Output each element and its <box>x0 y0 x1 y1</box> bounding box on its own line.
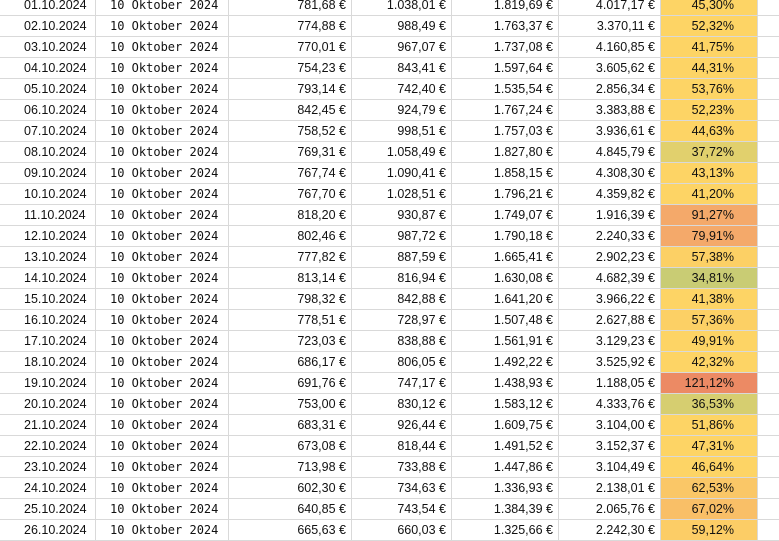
amount-4-cell[interactable]: 3.152,37 € <box>559 436 661 456</box>
date-cell[interactable]: 02.10.2024 <box>0 16 96 36</box>
table-row <box>0 205 779 226</box>
amount-4-cell[interactable]: 3.936,61 € <box>559 121 661 141</box>
percent-cell[interactable]: 57,38% <box>661 247 758 267</box>
percent-cell[interactable]: 44,31% <box>661 58 758 78</box>
table-row <box>0 457 779 478</box>
amount-1-cell[interactable]: 754,23 € <box>229 58 352 78</box>
table-row <box>0 226 779 247</box>
table-row <box>0 247 779 268</box>
amount-4-cell[interactable]: 3.129,23 € <box>559 331 661 351</box>
amount-2-cell[interactable]: 660,03 € <box>352 520 452 540</box>
amount-total-cell[interactable]: 1.491,52 € <box>452 436 559 456</box>
date-cell[interactable]: 17.10.2024 <box>0 331 96 351</box>
date-cell[interactable]: 11.10.2024 <box>0 205 96 225</box>
table-row <box>0 100 779 121</box>
percent-cell[interactable]: 36,53% <box>661 394 758 414</box>
amount-total-cell[interactable]: 1.763,37 € <box>452 16 559 36</box>
date-cell[interactable]: 15.10.2024 <box>0 289 96 309</box>
amount-4-cell[interactable]: 4.682,39 € <box>559 268 661 288</box>
date-cell[interactable]: 12.10.2024 <box>0 226 96 246</box>
amount-1-cell[interactable]: 758,52 € <box>229 121 352 141</box>
percent-cell[interactable]: 34,81% <box>661 268 758 288</box>
amount-total-cell[interactable]: 1.597,64 € <box>452 58 559 78</box>
percent-cell[interactable]: 41,20% <box>661 184 758 204</box>
empty-cell[interactable] <box>758 247 779 267</box>
amount-2-cell[interactable]: 728,97 € <box>352 310 452 330</box>
amount-1-cell[interactable]: 793,14 € <box>229 79 352 99</box>
date-cell[interactable]: 18.10.2024 <box>0 352 96 372</box>
date-cell[interactable]: 10.10.2024 <box>0 184 96 204</box>
amount-4-cell[interactable]: 2.240,33 € <box>559 226 661 246</box>
month-cell[interactable]: 10 Oktober 2024 <box>96 352 229 372</box>
table-row <box>0 373 779 394</box>
empty-cell[interactable] <box>758 79 779 99</box>
date-cell[interactable]: 08.10.2024 <box>0 142 96 162</box>
amount-2-cell[interactable]: 924,79 € <box>352 100 452 120</box>
amount-1-cell[interactable]: 778,51 € <box>229 310 352 330</box>
amount-4-cell[interactable]: 2.627,88 € <box>559 310 661 330</box>
month-cell[interactable]: 10 Oktober 2024 <box>96 268 229 288</box>
table-row <box>0 79 779 100</box>
table-row <box>0 37 779 58</box>
amount-2-cell[interactable]: 988,49 € <box>352 16 452 36</box>
amount-1-cell[interactable]: 774,88 € <box>229 16 352 36</box>
month-cell[interactable]: 10 Oktober 2024 <box>96 37 229 57</box>
percent-cell[interactable]: 59,12% <box>661 520 758 540</box>
percent-cell[interactable]: 41,38% <box>661 289 758 309</box>
month-cell[interactable]: 10 Oktober 2024 <box>96 79 229 99</box>
amount-1-cell[interactable]: 781,68 € <box>229 0 352 15</box>
amount-total-cell[interactable]: 1.583,12 € <box>452 394 559 414</box>
amount-1-cell[interactable]: 770,01 € <box>229 37 352 57</box>
amount-total-cell[interactable]: 1.790,18 € <box>452 226 559 246</box>
percent-cell[interactable]: 44,63% <box>661 121 758 141</box>
empty-cell[interactable] <box>758 184 779 204</box>
empty-cell[interactable] <box>758 436 779 456</box>
amount-total-cell[interactable]: 1.757,03 € <box>452 121 559 141</box>
month-cell[interactable]: 10 Oktober 2024 <box>96 394 229 414</box>
amount-total-cell[interactable]: 1.535,54 € <box>452 79 559 99</box>
percent-cell[interactable]: 41,75% <box>661 37 758 57</box>
empty-cell[interactable] <box>758 352 779 372</box>
amount-2-cell[interactable]: 747,17 € <box>352 373 452 393</box>
amount-1-cell[interactable]: 753,00 € <box>229 394 352 414</box>
amount-1-cell[interactable]: 802,46 € <box>229 226 352 246</box>
percent-cell[interactable]: 52,32% <box>661 16 758 36</box>
table-row <box>0 289 779 310</box>
amount-1-cell[interactable]: 602,30 € <box>229 478 352 498</box>
date-cell[interactable]: 19.10.2024 <box>0 373 96 393</box>
month-cell[interactable]: 10 Oktober 2024 <box>96 415 229 435</box>
percent-cell[interactable]: 43,13% <box>661 163 758 183</box>
date-cell[interactable]: 16.10.2024 <box>0 310 96 330</box>
amount-1-cell[interactable]: 713,98 € <box>229 457 352 477</box>
amount-2-cell[interactable]: 806,05 € <box>352 352 452 372</box>
date-cell[interactable]: 03.10.2024 <box>0 37 96 57</box>
date-cell[interactable]: 23.10.2024 <box>0 457 96 477</box>
percent-cell[interactable]: 62,53% <box>661 478 758 498</box>
amount-4-cell[interactable]: 3.525,92 € <box>559 352 661 372</box>
empty-cell[interactable] <box>758 268 779 288</box>
amount-4-cell[interactable]: 2.138,01 € <box>559 478 661 498</box>
month-cell[interactable]: 10 Oktober 2024 <box>96 247 229 267</box>
date-cell[interactable]: 14.10.2024 <box>0 268 96 288</box>
amount-1-cell[interactable]: 686,17 € <box>229 352 352 372</box>
amount-2-cell[interactable]: 998,51 € <box>352 121 452 141</box>
amount-2-cell[interactable]: 843,41 € <box>352 58 452 78</box>
amount-total-cell[interactable]: 1.492,22 € <box>452 352 559 372</box>
amount-2-cell[interactable]: 1.058,49 € <box>352 142 452 162</box>
table-row <box>0 436 779 457</box>
empty-cell[interactable] <box>758 457 779 477</box>
percent-cell[interactable]: 91,27% <box>661 205 758 225</box>
month-cell[interactable]: 10 Oktober 2024 <box>96 58 229 78</box>
percent-cell[interactable]: 53,76% <box>661 79 758 99</box>
empty-cell[interactable] <box>758 0 779 15</box>
amount-2-cell[interactable]: 838,88 € <box>352 331 452 351</box>
amount-total-cell[interactable]: 1.767,24 € <box>452 100 559 120</box>
month-cell[interactable]: 10 Oktober 2024 <box>96 205 229 225</box>
amount-4-cell[interactable]: 3.104,49 € <box>559 457 661 477</box>
date-cell[interactable]: 09.10.2024 <box>0 163 96 183</box>
amount-total-cell[interactable]: 1.609,75 € <box>452 415 559 435</box>
table-row <box>0 58 779 79</box>
percent-cell[interactable]: 49,91% <box>661 331 758 351</box>
amount-total-cell[interactable]: 1.749,07 € <box>452 205 559 225</box>
amount-total-cell[interactable]: 1.737,08 € <box>452 37 559 57</box>
amount-4-cell[interactable]: 3.104,00 € <box>559 415 661 435</box>
amount-total-cell[interactable]: 1.561,91 € <box>452 331 559 351</box>
amount-2-cell[interactable]: 818,44 € <box>352 436 452 456</box>
amount-4-cell[interactable]: 4.160,85 € <box>559 37 661 57</box>
amount-4-cell[interactable]: 4.017,17 € <box>559 0 661 15</box>
month-cell[interactable]: 10 Oktober 2024 <box>96 478 229 498</box>
table-row <box>0 415 779 436</box>
month-cell[interactable]: 10 Oktober 2024 <box>96 142 229 162</box>
amount-4-cell[interactable]: 2.242,30 € <box>559 520 661 540</box>
percent-cell[interactable]: 42,32% <box>661 352 758 372</box>
amount-total-cell[interactable]: 1.858,15 € <box>452 163 559 183</box>
amount-4-cell[interactable]: 3.383,88 € <box>559 100 661 120</box>
empty-cell[interactable] <box>758 16 779 36</box>
empty-cell[interactable] <box>758 310 779 330</box>
amount-2-cell[interactable]: 967,07 € <box>352 37 452 57</box>
percent-cell[interactable]: 46,64% <box>661 457 758 477</box>
month-cell[interactable]: 10 Oktober 2024 <box>96 226 229 246</box>
empty-cell[interactable] <box>758 121 779 141</box>
date-cell[interactable]: 01.10.2024 <box>0 0 96 15</box>
empty-cell[interactable] <box>758 100 779 120</box>
amount-2-cell[interactable]: 830,12 € <box>352 394 452 414</box>
percent-cell[interactable]: 57,36% <box>661 310 758 330</box>
table-row <box>0 310 779 331</box>
amount-4-cell[interactable]: 3.605,62 € <box>559 58 661 78</box>
table-row <box>0 163 779 184</box>
amount-2-cell[interactable]: 742,40 € <box>352 79 452 99</box>
amount-1-cell[interactable]: 673,08 € <box>229 436 352 456</box>
amount-1-cell[interactable]: 683,31 € <box>229 415 352 435</box>
table-row <box>0 0 779 16</box>
percent-cell[interactable]: 51,86% <box>661 415 758 435</box>
amount-total-cell[interactable]: 1.796,21 € <box>452 184 559 204</box>
amount-4-cell[interactable]: 4.845,79 € <box>559 142 661 162</box>
amount-4-cell[interactable]: 2.065,76 € <box>559 499 661 519</box>
amount-4-cell[interactable]: 2.856,34 € <box>559 79 661 99</box>
table-row <box>0 268 779 289</box>
amount-2-cell[interactable]: 842,88 € <box>352 289 452 309</box>
percent-cell[interactable]: 37,72% <box>661 142 758 162</box>
table-row <box>0 16 779 37</box>
date-cell[interactable]: 26.10.2024 <box>0 520 96 540</box>
month-cell[interactable]: 10 Oktober 2024 <box>96 289 229 309</box>
amount-total-cell[interactable]: 1.447,86 € <box>452 457 559 477</box>
percent-cell[interactable]: 121,12% <box>661 373 758 393</box>
date-cell[interactable]: 04.10.2024 <box>0 58 96 78</box>
amount-2-cell[interactable]: 733,88 € <box>352 457 452 477</box>
amount-1-cell[interactable]: 767,74 € <box>229 163 352 183</box>
table-row <box>0 184 779 205</box>
table-row <box>0 394 779 415</box>
empty-cell[interactable] <box>758 394 779 414</box>
amount-4-cell[interactable]: 4.308,30 € <box>559 163 661 183</box>
table-row <box>0 478 779 499</box>
percent-cell[interactable]: 79,91% <box>661 226 758 246</box>
amount-total-cell[interactable]: 1.336,93 € <box>452 478 559 498</box>
amount-2-cell[interactable]: 887,59 € <box>352 247 452 267</box>
month-cell[interactable]: 10 Oktober 2024 <box>96 310 229 330</box>
amount-4-cell[interactable]: 3.966,22 € <box>559 289 661 309</box>
percent-cell[interactable]: 52,23% <box>661 100 758 120</box>
amount-1-cell[interactable]: 798,32 € <box>229 289 352 309</box>
date-cell[interactable]: 07.10.2024 <box>0 121 96 141</box>
empty-cell[interactable] <box>758 205 779 225</box>
amount-1-cell[interactable]: 813,14 € <box>229 268 352 288</box>
empty-cell[interactable] <box>758 520 779 540</box>
percent-cell[interactable]: 47,31% <box>661 436 758 456</box>
month-cell[interactable]: 10 Oktober 2024 <box>96 100 229 120</box>
amount-4-cell[interactable]: 1.916,39 € <box>559 205 661 225</box>
table-row <box>0 142 779 163</box>
table-row <box>0 499 779 520</box>
month-cell[interactable]: 10 Oktober 2024 <box>96 0 229 15</box>
percent-cell[interactable]: 67,02% <box>661 499 758 519</box>
amount-1-cell[interactable]: 691,76 € <box>229 373 352 393</box>
amount-total-cell[interactable]: 1.827,80 € <box>452 142 559 162</box>
table-row <box>0 121 779 142</box>
amount-total-cell[interactable]: 1.507,48 € <box>452 310 559 330</box>
date-cell[interactable]: 24.10.2024 <box>0 478 96 498</box>
month-cell[interactable]: 10 Oktober 2024 <box>96 457 229 477</box>
table-row <box>0 331 779 352</box>
empty-cell[interactable] <box>758 58 779 78</box>
date-cell[interactable]: 13.10.2024 <box>0 247 96 267</box>
amount-4-cell[interactable]: 1.188,05 € <box>559 373 661 393</box>
amount-2-cell[interactable]: 1.028,51 € <box>352 184 452 204</box>
month-cell[interactable]: 10 Oktober 2024 <box>96 163 229 183</box>
amount-1-cell[interactable]: 818,20 € <box>229 205 352 225</box>
amount-2-cell[interactable]: 734,63 € <box>352 478 452 498</box>
month-cell[interactable]: 10 Oktober 2024 <box>96 499 229 519</box>
date-cell[interactable]: 20.10.2024 <box>0 394 96 414</box>
amount-1-cell[interactable]: 640,85 € <box>229 499 352 519</box>
empty-cell[interactable] <box>758 499 779 519</box>
amount-1-cell[interactable]: 723,03 € <box>229 331 352 351</box>
date-cell[interactable]: 05.10.2024 <box>0 79 96 99</box>
amount-total-cell[interactable]: 1.438,93 € <box>452 373 559 393</box>
percent-cell[interactable]: 45,30% <box>661 0 758 15</box>
empty-cell[interactable] <box>758 415 779 435</box>
month-cell[interactable]: 10 Oktober 2024 <box>96 184 229 204</box>
table-row <box>0 520 779 541</box>
empty-cell[interactable] <box>758 331 779 351</box>
date-cell[interactable]: 25.10.2024 <box>0 499 96 519</box>
month-cell[interactable]: 10 Oktober 2024 <box>96 520 229 540</box>
amount-2-cell[interactable]: 816,94 € <box>352 268 452 288</box>
empty-cell[interactable] <box>758 142 779 162</box>
amount-total-cell[interactable]: 1.641,20 € <box>452 289 559 309</box>
empty-cell[interactable] <box>758 163 779 183</box>
month-cell[interactable]: 10 Oktober 2024 <box>96 436 229 456</box>
month-cell[interactable]: 10 Oktober 2024 <box>96 121 229 141</box>
amount-2-cell[interactable]: 930,87 € <box>352 205 452 225</box>
amount-4-cell[interactable]: 2.902,23 € <box>559 247 661 267</box>
amount-2-cell[interactable]: 987,72 € <box>352 226 452 246</box>
amount-2-cell[interactable]: 1.038,01 € <box>352 0 452 15</box>
amount-1-cell[interactable]: 842,45 € <box>229 100 352 120</box>
amount-2-cell[interactable]: 926,44 € <box>352 415 452 435</box>
empty-cell[interactable] <box>758 289 779 309</box>
month-cell[interactable]: 10 Oktober 2024 <box>96 331 229 351</box>
amount-total-cell[interactable]: 1.325,66 € <box>452 520 559 540</box>
amount-2-cell[interactable]: 1.090,41 € <box>352 163 452 183</box>
date-cell[interactable]: 22.10.2024 <box>0 436 96 456</box>
amount-1-cell[interactable]: 769,31 € <box>229 142 352 162</box>
table-row <box>0 352 779 373</box>
month-cell[interactable]: 10 Oktober 2024 <box>96 373 229 393</box>
amount-1-cell[interactable]: 777,82 € <box>229 247 352 267</box>
amount-4-cell[interactable]: 4.333,76 € <box>559 394 661 414</box>
date-cell[interactable]: 21.10.2024 <box>0 415 96 435</box>
amount-total-cell[interactable]: 1.665,41 € <box>452 247 559 267</box>
empty-cell[interactable] <box>758 37 779 57</box>
date-cell[interactable]: 06.10.2024 <box>0 100 96 120</box>
amount-total-cell[interactable]: 1.819,69 € <box>452 0 559 15</box>
amount-1-cell[interactable]: 767,70 € <box>229 184 352 204</box>
amount-1-cell[interactable]: 665,63 € <box>229 520 352 540</box>
amount-total-cell[interactable]: 1.384,39 € <box>452 499 559 519</box>
amount-4-cell[interactable]: 4.359,82 € <box>559 184 661 204</box>
empty-cell[interactable] <box>758 478 779 498</box>
empty-cell[interactable] <box>758 226 779 246</box>
month-cell[interactable]: 10 Oktober 2024 <box>96 16 229 36</box>
amount-2-cell[interactable]: 743,54 € <box>352 499 452 519</box>
empty-cell[interactable] <box>758 373 779 393</box>
amount-total-cell[interactable]: 1.630,08 € <box>452 268 559 288</box>
amount-4-cell[interactable]: 3.370,11 € <box>559 16 661 36</box>
